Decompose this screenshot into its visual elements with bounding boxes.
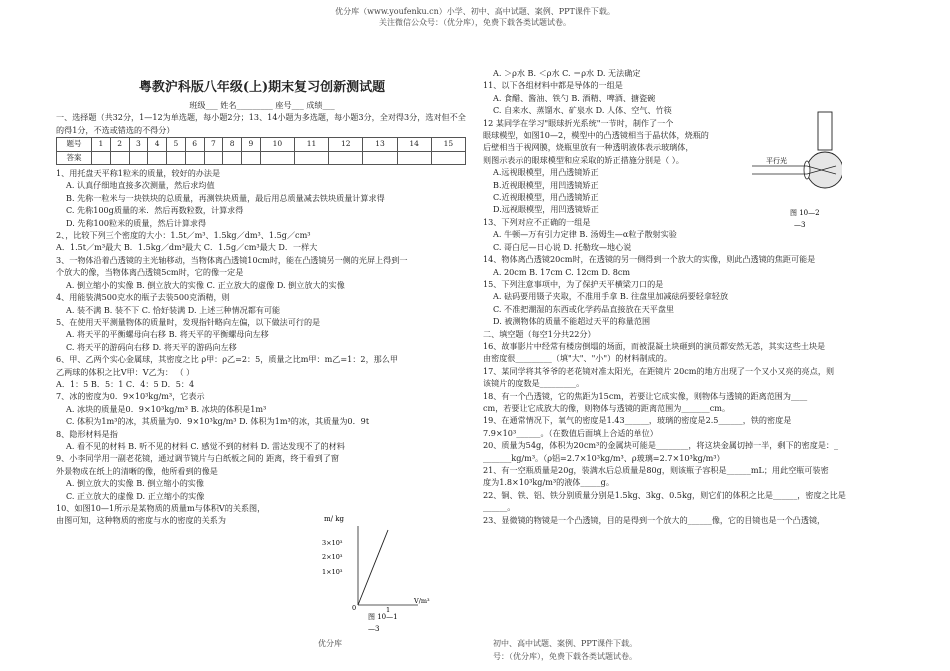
left-column [56,80,468,527]
footer-line-1: 初中、高中试题、案例、PPT课件下载。 [493,639,638,648]
question-line: A. ＞ρ水 B. ＜ρ水 C. ＝ρ水 D. 无法确定 [493,68,641,78]
question-line: 14、物体离凸透镜20cm时，在透镜的另一侧得到一个放大的实像，则此凸透镜的焦距可能是 [483,254,816,265]
table-cell: 答案 [57,151,92,164]
fig1-tick-1000: 1×10³ [322,568,343,576]
question-line: 4、用能装满500克水的瓶子去装500克酒精，则 [56,292,230,303]
question-line: 9、小李同学用一副老花镜，通过调节镜片与白纸板之间的 距离，终于看到了窗 [56,453,339,464]
question-line: 11、以下各组材料中都是导体的一组是 [483,80,623,91]
question-line: 后壁相当于视网膜，烧瓶里放有一种透明液体表示玻璃体， [483,142,694,153]
question-line: C. 哥白尼—日心说 D. 托勒玫—地心说 [493,241,632,252]
question-line: C. 不准把潮湿的东西或化学药品直接放在天平盘里 [493,303,675,314]
question-line: C. 将天平的游码向右移 D. 将天平的游码向左移 [66,341,237,352]
fig1-xlabel: V/m³ [414,597,430,605]
question-line: 二、填空题（每空1分共22分） [483,328,596,339]
question-line: 度为1.8×10³kg/m³的液体_____g。 [483,477,614,488]
answer-cell[interactable] [397,151,431,164]
fig1-ylabel: m/ kg [324,515,344,523]
question-line: A. 将天平的平衡螺母向右移 B. 将天平的平衡螺母向左移 [66,329,269,340]
question-line: 19、在通常情况下，氧气的密度是1.43______，玻璃的密度是2.5______，铁的密度是 [483,415,792,426]
table-cell: 8 [223,138,242,151]
question-line: A. 牛顿—万有引力定律 B. 汤姆生—α粒子散射实验 [493,229,677,240]
fig1-tick-3000: 3×10³ [322,539,343,547]
left-question-list [56,167,468,527]
answer-cell[interactable] [242,151,261,164]
figure-10-2 [752,108,842,233]
fig1-xtick: 1 [386,606,391,614]
answer-cell[interactable] [294,151,328,164]
question-line: 由密度很_________（填"大"、"小"）的材料制成的。 [483,353,672,364]
table-cell: 9 [242,138,261,151]
table-cell: 7 [204,138,223,151]
parallel-light-label: 平行光 [766,157,787,165]
right-column [483,67,938,526]
table-cell: 6 [185,138,204,151]
answer-cell[interactable] [431,151,465,164]
question-line: 21、有一空瓶质量是20g，装满水后总质量是80g，则该瓶子容积是______mL；用此空瓶可装密 [483,465,829,475]
table-cell: 3 [129,138,148,151]
answer-cell[interactable] [204,151,223,164]
answer-table-header-row [57,138,466,151]
question-line: 17、某同学将其爷爷的老花镜对准太阳光，在距镜片 20cm的地方出现了一个又小又亮的亮点，则 [483,365,835,376]
question-line: C.近视眼模型，用凸透镜矫正 [493,192,599,203]
figure-10-1 [318,512,438,637]
question-line: C. 正立放大的虚像 D. 正立缩小的实像 [66,490,205,501]
lens-icon [804,161,810,179]
flask-neck [818,112,832,150]
question-line: A. 认真仔细地直接多次测量，然后求均值 [66,180,215,191]
table-cell: 10 [260,138,294,151]
answer-cell[interactable] [260,151,294,164]
table-cell: 11 [294,138,328,151]
question-line: 个放大的像，当物体离凸透镜5cm时，它的像一定是 [56,267,244,278]
answer-cell[interactable] [329,151,363,164]
student-info-line: 班级___ 姓名_________ 座号___ 成绩___ [189,100,335,110]
table-cell: 5 [167,138,186,151]
question-line: D. 先称100粒米的质量，然后计算求得 [66,217,207,228]
question-line: D.远视眼模型，用凹透镜矫正 [493,204,599,215]
question-line: A. 砝码要用镊子夹取，不准用手拿 B. 往盘里加减砝码要轻拿轻放 [493,291,729,302]
question-line: A．1.5t／m³最大 B．1.5kg／dm³最大 C．1.5g／cm³最大 D．一样大 [56,242,318,253]
question-line: 6、甲、乙两个实心金属球，其密度之比 ρ甲：ρ乙=2：5，质量之比m甲：m乙=1：2，那么甲 [56,354,398,365]
question-line: 5、在使用天平测量物体的质量时，发现指针略向左偏，以下做法可行的是 [56,316,321,327]
answer-cell[interactable] [148,151,167,164]
question-line: 8、隐形材料是指 [56,428,118,439]
footer-brand: 优分库 [318,639,342,648]
fig2-caption: 图 10—2 [790,209,820,217]
question-line: 由图可知，这种物质的密度与水的密度的关系为 [56,515,226,526]
table-cell: 12 [329,138,363,151]
fig1-caption-2: —3 [368,625,380,633]
question-line: B. 先称一粒米与一块铁块的总质量，再测铁块质量，最后用总质量减去铁块质量计算求得 [66,192,385,203]
question-line: C. 先称100g质量的米．然后再数粒数，计算求得 [66,205,244,216]
question-line: 则图示表示的眼球模型和应采取的矫正措施分别是（ ）。 [483,154,684,165]
question-line: 1、用托盘天平称1粒米的质量，较好的办法是 [56,168,221,179]
question-line: 10、如图10—1所示是某物质的质量m与体积V的关系图， [56,503,266,513]
question-line: C. 体积为1m³的冰，其质量为0．9×10³kg/m³ D. 体积为1m³的冰，其质量为0．9t [66,416,370,427]
question-line: A. 倒立缩小的实像 B. 倒立放大的实像 C. 正立放大的虚像 D. 倒立放大的实像 [66,279,345,290]
fig1-origin: 0 [352,604,357,612]
question-line: 22、铜、铁、铝、铁分别质量分别是1.5kg、3kg、0.5kg，则它们的体积之比是______，密度之比是 [483,489,846,500]
footer-line-2: 号：（优分库），免费下载各类试题试卷。 [493,652,637,661]
section-1-instructions: 一、选择题（共32分，1—12为单选题，每小题2分；13、14小题为多选题，每小题3分，全对得3分，选对但不全的得1分，不选或错选的不得分） [56,112,466,135]
question-line: A. 倒立放大的实像 B. 倒立缩小的实像 [66,478,204,489]
flask-body [807,152,842,188]
answer-table [56,137,466,165]
answer-table-answer-row [57,151,466,164]
question-line: 18、有一个凸透镜，它的焦距为15cm，若要让它成实像，则物体与透镜的距离范围为____ [483,390,808,401]
fig1-caption: 图 10—1 [368,613,398,621]
answer-cell[interactable] [223,151,242,164]
question-line: C. 自来水、蒸馏水、矿泉水 D. 人体、空气、竹筷 [493,105,672,116]
table-cell: 15 [431,138,465,151]
question-line: ______。 [483,502,516,513]
question-line: _______kg/m³。（ρ铝=2.7×10³kg/m³、ρ玻璃=2.7×10³kg/m³） [483,452,725,463]
question-line: A. 冰块的质量是0．9×10³kg/m³ B. 冰块的体积是1m³ [66,403,267,414]
question-line: A. 20cm B. 17cm C. 12cm D. 8cm [493,266,631,277]
question-line: 3、一物体沿着凸透镜的主光轴移动，当物体离凸透镜10cm时，能在凸透镜另一侧的光屏上得到一 [56,254,408,265]
question-line: 2、，比较下列三个密度的大小：1.5t／m³、1.5kg／dm³、1.5g／cm³ [56,230,311,241]
table-cell: 13 [363,138,397,151]
right-question-list [483,67,938,526]
fig2-caption-2: —3 [794,221,806,229]
question-line: 15、下列注意事项中，为了保护天平横梁刀口的是 [483,278,664,289]
table-cell: 1 [92,138,111,151]
table-cell: 4 [148,138,167,151]
table-cell: 2 [110,138,129,151]
question-line: A．1：5 B．5：1 C．4：5 D．5：4 [56,378,195,389]
question-line: 20、质量为54g，体积为20cm³的金属块可能是________，将这块金属切掉一半，剩下的密度是：_ [483,440,839,451]
header-line-2: 关注微信公众号：（优分库），免费下载各类试题试卷。 [379,18,571,27]
question-line: A. 装不满 B. 装不下 C. 恰好装满 D. 上述三种情况都有可能 [66,304,281,315]
question-line: A.远视眼模型，用凸透镜矫正 [493,167,599,178]
question-line: 该镜片的度数是_________。 [483,378,585,389]
answer-cell[interactable] [167,151,186,164]
question-line: 乙两球的体积之比V甲：V乙为： （ ） [56,366,195,377]
question-line: 23、显微镜的物镜是一个凸透镜，目的是得到一个放大的______像，它的目镜也是一个凸透镜， [483,514,826,525]
question-line: 13、下列对应不正确的一组是 [483,216,591,227]
table-cell: 14 [397,138,431,151]
fig1-data-line [358,530,388,605]
answer-cell[interactable] [110,151,129,164]
header-line-1: 优分库（www.youfenku.cn）小学、初中、高中试题、案例、PPT课件下载。 [335,7,615,16]
page-title: 粤教沪科版八年级(上)期末复习创新测试题 [138,80,386,95]
question-line: cm，若要让它成放大的像，则物体与透镜的距离范围为_______cm。 [483,402,730,413]
question-line: A. 食醋、酱油、铁勺 B. 酒精、啤酒、搪瓷碗 [493,92,656,103]
question-line: A. 看不见的材料 B. 听不见的材料 C. 感觉不到的材料 D. 雷达发现不了的材料 [66,440,345,451]
answer-cell[interactable] [185,151,204,164]
question-line: 外景物成在纸上的清晰的像，他所看到的像是 [56,465,218,476]
question-line: 16、故事影片中经常有楼房倒塌的场面，而被混凝土块砸到的演员都安然无恙，其实这些土块是 [483,340,826,351]
question-line: 眼球模型，如图10—2，模型中的凸透镜相当于晶状体，烧瓶的 [483,130,709,141]
question-line: B.近视眼模型，用凹透镜矫正 [493,179,599,190]
question-line: 12 某同学在学习"眼球折光系统"一节时，制作了一个 [483,117,674,128]
question-line: D. 被测物体的质量不能超过天平的称量范围 [493,316,651,327]
question-line: 7、冰的密度为0．9×10³kg/m³，它表示 [56,391,205,402]
answer-cell[interactable] [363,151,397,164]
answer-cell[interactable] [129,151,148,164]
answer-cell[interactable] [92,151,111,164]
question-line: 7.9×10³______。（在数值后面填上合适的单位） [483,427,658,438]
fig1-tick-2000: 2×10³ [322,553,343,561]
table-cell: 题号 [57,138,92,151]
